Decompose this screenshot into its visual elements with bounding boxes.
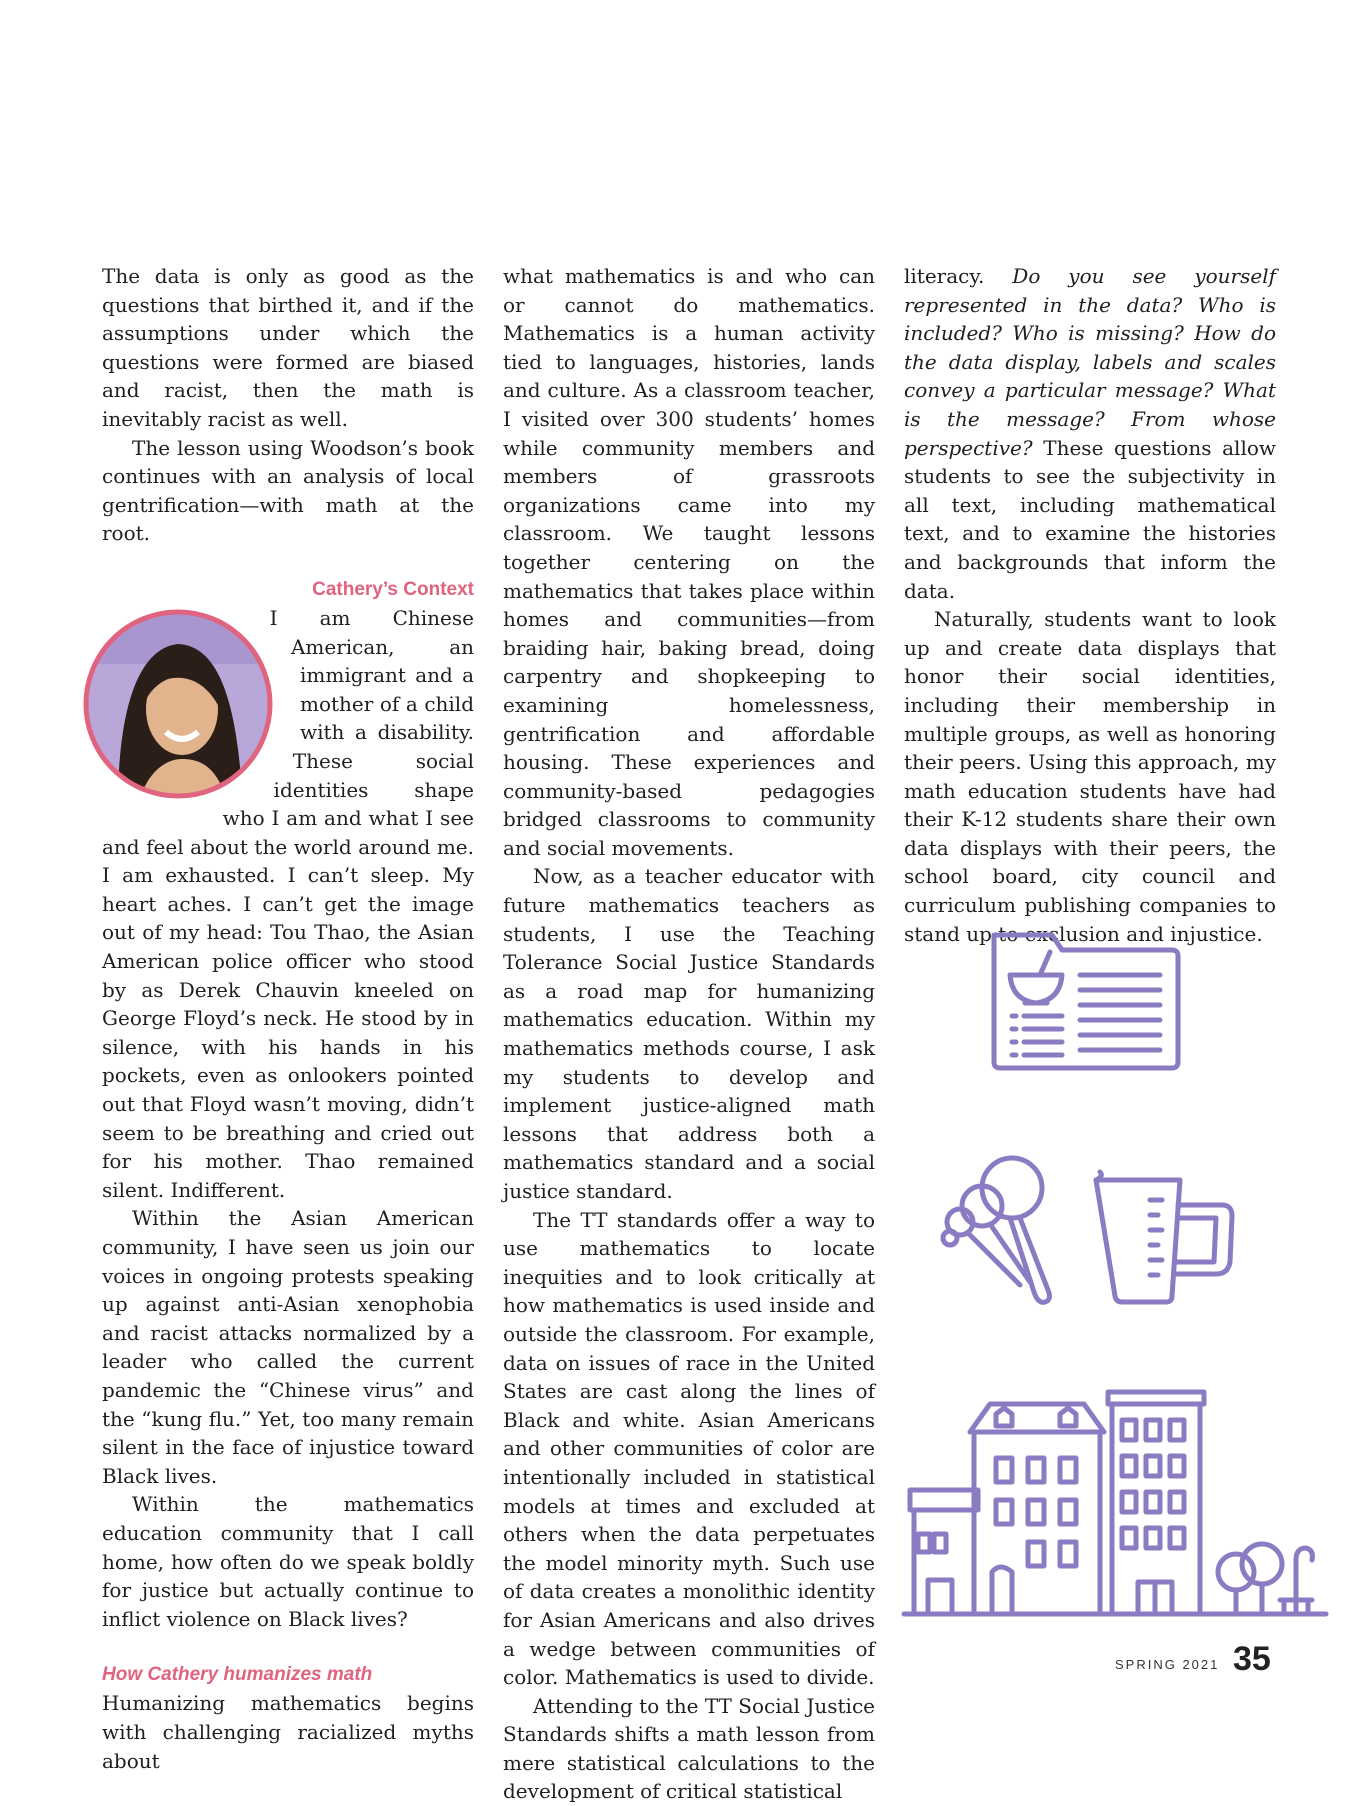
paragraph: The TT standards offer a way to use mathematics to locate inequities and to look critically at how mathematics is used inside and outside the classroom. For example, data on issues of race in the United States are cast along the lines of Black and white. Asian Americans and other communities of color are intentionally included in statistical models at times and excluded at others when the data perpetuates the model minority myth. Such use of data creates a monolithic identity for Asian Americans and also drives a wedge between communities of color. Mathematics is used to divide. [503, 1207, 875, 1690]
paragraph: what mathematics is and who can or cannot do mathematics. Mathematics is a human activity tied to languages, histories, lands and culture. As a classroom teacher, I visited over 300 students’ homes while community members and members of grassroots organizations came into my classroom. We taught lessons together centering on the mathematics that takes place within homes and communities—from braiding hair, baking bread, doing carpentry and shopkeeping to examining homelessness, gentrification and affordable housing. These experiences and community-based pedagogies bridged classrooms to community and social movements. [503, 264, 875, 860]
paragraph: Within the mathematics education community that I call home, how often do we speak boldly for justice but actually continue to inflict violence on Black lives? [102, 1492, 474, 1631]
section-heading: How Cathery humanizes math [102, 1664, 373, 1686]
recipe-card-icon [994, 935, 1178, 1068]
paragraph: Naturally, students want to look up and create data displays that honor their social identities, including their membership in multiple groups, as well as honoring their peers. Using this approach, my math education students have had their K-12 students share their own data displays with their peers, the school board, city council and curriculum publishing companies to stand up to exclusion and injustice. [904, 607, 1276, 946]
text-run: literacy. [904, 264, 985, 288]
paragraph: Within the Asian American community, I have seen us join our voices in ongoing protests speaking up against anti-Asian xenophobia and racist attacks normalized by a leader who called the current pandemic the “Chinese virus” and the “kung flu.” Yet, too many remain silent in the face of injustice toward Black lives. [102, 1206, 474, 1488]
column-1 [102, 262, 474, 1775]
measuring-spoons-icon [943, 1158, 1049, 1302]
sidebar-title: Cathery’s Context [312, 578, 474, 600]
column-2 [503, 262, 875, 1806]
paragraph: The lesson using Woodson’s book continues with an analysis of local gentrification—with math at the root. [102, 435, 474, 546]
column-3 [904, 262, 1276, 948]
paragraph: Humanizing mathematics begins with challenging racialized myths about [102, 1691, 474, 1773]
author-portrait [78, 604, 290, 804]
paragraph: Now, as a teacher educator with future mathematics teachers as students, I use the Teaching Tolerance Social Justice Standards as a road map for humanizing mathematics education. Within my mathematics methods course, I ask my students to develop and implement justice-aligned math lessons that address both a mathematics standard and a social justice standard. [503, 864, 875, 1203]
paragraph: Attending to the TT Social Justice Standards shifts a math lesson from mere statistical calculations to the development of critical statistical [503, 1693, 875, 1804]
paragraph [904, 262, 1276, 605]
page-number: 35 [1233, 1640, 1271, 1678]
text-run: These questions allow students to see the subjectivity in all text, including mathematical text, and to examine the histories and backgrounds that inform the data. [904, 435, 1276, 603]
issue-label: SPRING 2021 [1115, 1657, 1220, 1672]
paragraph: The data is only as good as the questions that birthed it, and if the assumptions under which the questions were formed are biased and racist, then the math is inevitably racist as well. [102, 264, 474, 431]
city-buildings-icon [904, 1392, 1326, 1614]
measuring-cup-icon [1096, 1172, 1232, 1302]
italic-questions: Do you see yourself represented in the data? Who is included? Who is missing? How do the data display, labels and scales convey a particular message? What is the message? From whose perspective? [904, 264, 1277, 460]
paragraph: I am Chinese American, an immigrant and a mother of a child with a disability. These social identities shape who I am and what I see and feel about the world around me. I am exhausted. I can’t sleep. My heart aches. I can’t get the image out of my head: Tou Thao, the Asian American police officer who stood by as Derek Chauvin kneeled on George Floyd’s neck. He stood by in silence, with his hands in his pockets, even as onlookers pointed out that Floyd wasn’t moving, didn’t seem to be breathing and cried out for his mother. Thao remained silent. Indifferent. [102, 605, 474, 1202]
